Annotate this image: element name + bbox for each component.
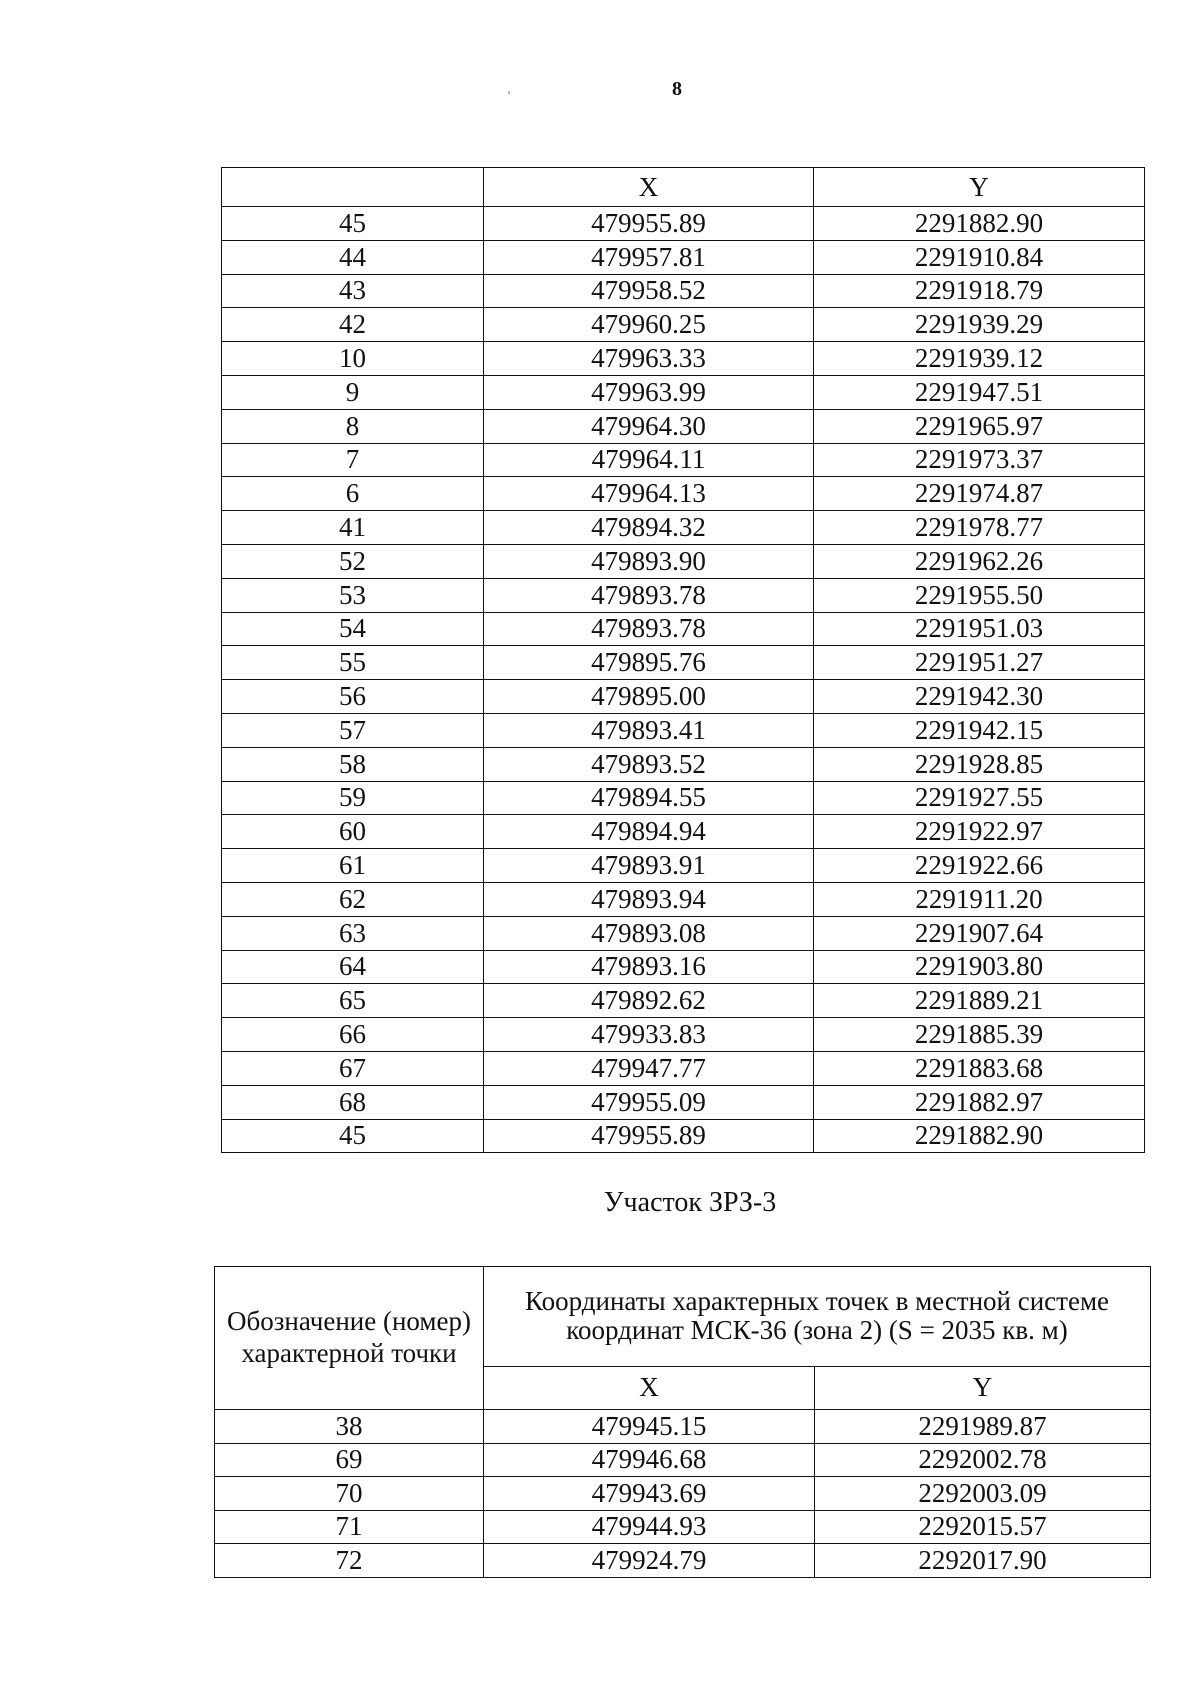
cell-x: 479893.78 <box>484 612 814 646</box>
cell-x: 479893.41 <box>484 713 814 747</box>
cell-x: 479955.09 <box>484 1085 814 1119</box>
column-header-point <box>222 168 484 207</box>
scan-speck: ' <box>508 88 511 102</box>
table-row <box>222 646 1145 680</box>
cell-y: 2291882.90 <box>814 1119 1145 1153</box>
cell-y: 2291885.39 <box>814 1018 1145 1052</box>
section-title: Участок ЗРЗ-3 <box>603 1187 777 1218</box>
table-row <box>215 1510 1151 1544</box>
cell-x: 479893.08 <box>484 916 814 950</box>
cell-y: 2291939.12 <box>814 342 1145 376</box>
cell-y: 2291942.30 <box>814 680 1145 714</box>
column-header-y: Y <box>814 168 1145 207</box>
cell-x: 479955.89 <box>484 207 814 241</box>
cell-y: 2291927.55 <box>814 781 1145 815</box>
cell-x: 479945.15 <box>484 1410 815 1444</box>
cell-y: 2291942.15 <box>814 713 1145 747</box>
table-row <box>215 1544 1151 1578</box>
cell-y: 2291889.21 <box>814 984 1145 1018</box>
cell-x: 479892.62 <box>484 984 814 1018</box>
cell-point: 68 <box>222 1085 484 1119</box>
cell-x: 479944.93 <box>484 1510 815 1544</box>
table-row <box>222 1018 1145 1052</box>
cell-y: 2291947.51 <box>814 375 1145 409</box>
column-header-y: Y <box>815 1366 1151 1409</box>
cell-y: 2291978.77 <box>814 511 1145 545</box>
cell-point: 59 <box>222 781 484 815</box>
table-row <box>222 815 1145 849</box>
cell-x: 479893.78 <box>484 578 814 612</box>
table-row <box>215 1410 1151 1444</box>
table-row <box>222 308 1145 342</box>
cell-y: 2292015.57 <box>815 1510 1151 1544</box>
cell-x: 479946.68 <box>484 1443 815 1477</box>
cell-y: 2291939.29 <box>814 308 1145 342</box>
cell-y: 2291973.37 <box>814 443 1145 477</box>
cell-point: 71 <box>215 1510 484 1544</box>
page-number: 8 <box>672 78 682 100</box>
cell-y: 2291989.87 <box>815 1410 1151 1444</box>
coordinates-table-continued <box>221 167 1145 1153</box>
cell-x: 479895.00 <box>484 680 814 714</box>
cell-point: 61 <box>222 849 484 883</box>
cell-x: 479894.94 <box>484 815 814 849</box>
table-row <box>222 1119 1145 1153</box>
cell-point: 6 <box>222 477 484 511</box>
table-header-row <box>215 1267 1151 1367</box>
cell-point: 56 <box>222 680 484 714</box>
cell-point: 55 <box>222 646 484 680</box>
table-row <box>222 511 1145 545</box>
cell-y: 2291951.27 <box>814 646 1145 680</box>
cell-point: 62 <box>222 882 484 916</box>
cell-point: 67 <box>222 1051 484 1085</box>
cell-point: 9 <box>222 375 484 409</box>
cell-point: 60 <box>222 815 484 849</box>
column-header-x: X <box>484 168 814 207</box>
table-row <box>222 1085 1145 1119</box>
table-row <box>222 849 1145 883</box>
cell-point: 45 <box>222 207 484 241</box>
table-row <box>222 1051 1145 1085</box>
cell-y: 2291903.80 <box>814 950 1145 984</box>
cell-point: 52 <box>222 544 484 578</box>
cell-y: 2291883.68 <box>814 1051 1145 1085</box>
cell-y: 2291922.66 <box>814 849 1145 883</box>
cell-x: 479894.55 <box>484 781 814 815</box>
cell-point: 7 <box>222 443 484 477</box>
cell-x: 479957.81 <box>484 240 814 274</box>
cell-point: 38 <box>215 1410 484 1444</box>
cell-point: 57 <box>222 713 484 747</box>
cell-x: 479963.33 <box>484 342 814 376</box>
cell-point: 72 <box>215 1544 484 1578</box>
table-row <box>222 713 1145 747</box>
table-row <box>222 409 1145 443</box>
cell-y: 2291965.97 <box>814 409 1145 443</box>
table-row <box>222 274 1145 308</box>
table-row <box>222 747 1145 781</box>
cell-x: 479964.11 <box>484 443 814 477</box>
cell-x: 479958.52 <box>484 274 814 308</box>
cell-point: 44 <box>222 240 484 274</box>
table-body <box>222 207 1145 1153</box>
table-row <box>222 781 1145 815</box>
cell-x: 479933.83 <box>484 1018 814 1052</box>
cell-x: 479964.30 <box>484 409 814 443</box>
table-row <box>222 477 1145 511</box>
table-row <box>222 544 1145 578</box>
cell-x: 479964.13 <box>484 477 814 511</box>
cell-y: 2292017.90 <box>815 1544 1151 1578</box>
cell-y: 2291951.03 <box>814 612 1145 646</box>
cell-point: 58 <box>222 747 484 781</box>
cell-y: 2292002.78 <box>815 1443 1151 1477</box>
table-row <box>222 984 1145 1018</box>
table-body <box>215 1410 1151 1578</box>
table-row <box>222 578 1145 612</box>
cell-y: 2291910.84 <box>814 240 1145 274</box>
cell-point: 54 <box>222 612 484 646</box>
cell-y: 2291907.64 <box>814 916 1145 950</box>
cell-x: 479895.76 <box>484 646 814 680</box>
cell-x: 479924.79 <box>484 1544 815 1578</box>
table-header-row <box>222 168 1145 207</box>
cell-point: 45 <box>222 1119 484 1153</box>
table-row <box>222 882 1145 916</box>
cell-x: 479947.77 <box>484 1051 814 1085</box>
table-row <box>222 240 1145 274</box>
table-row <box>222 612 1145 646</box>
cell-point: 64 <box>222 950 484 984</box>
column-header-x: X <box>484 1366 815 1409</box>
cell-x: 479963.99 <box>484 375 814 409</box>
cell-y: 2291882.97 <box>814 1085 1145 1119</box>
cell-x: 479894.32 <box>484 511 814 545</box>
cell-point: 69 <box>215 1443 484 1477</box>
cell-x: 479893.91 <box>484 849 814 883</box>
cell-y: 2292003.09 <box>815 1477 1151 1511</box>
cell-x: 479893.52 <box>484 747 814 781</box>
table-row <box>222 375 1145 409</box>
table-row <box>222 443 1145 477</box>
table-row <box>222 950 1145 984</box>
table-row <box>222 916 1145 950</box>
cell-y: 2291928.85 <box>814 747 1145 781</box>
cell-x: 479943.69 <box>484 1477 815 1511</box>
cell-point: 66 <box>222 1018 484 1052</box>
cell-x: 479960.25 <box>484 308 814 342</box>
cell-y: 2291882.90 <box>814 207 1145 241</box>
table-row <box>222 680 1145 714</box>
table-row <box>222 342 1145 376</box>
table-row <box>215 1443 1151 1477</box>
cell-point: 8 <box>222 409 484 443</box>
cell-y: 2291955.50 <box>814 578 1145 612</box>
table-row <box>222 207 1145 241</box>
cell-x: 479893.94 <box>484 882 814 916</box>
point-designation-header: Обозначение (номер) характерной точки <box>215 1267 484 1410</box>
cell-y: 2291911.20 <box>814 882 1145 916</box>
cell-y: 2291922.97 <box>814 815 1145 849</box>
cell-x: 479893.90 <box>484 544 814 578</box>
coordinates-table-zrz3 <box>214 1266 1151 1578</box>
cell-y: 2291918.79 <box>814 274 1145 308</box>
cell-point: 43 <box>222 274 484 308</box>
table-row <box>215 1477 1151 1511</box>
cell-point: 42 <box>222 308 484 342</box>
cell-point: 10 <box>222 342 484 376</box>
coordinates-group-header: Координаты характерных точек в местной системе координат МСК-36 (зона 2) (S = 2035 кв. м) <box>484 1267 1151 1367</box>
cell-x: 479955.89 <box>484 1119 814 1153</box>
cell-y: 2291974.87 <box>814 477 1145 511</box>
cell-y: 2291962.26 <box>814 544 1145 578</box>
cell-point: 53 <box>222 578 484 612</box>
cell-x: 479893.16 <box>484 950 814 984</box>
cell-point: 70 <box>215 1477 484 1511</box>
cell-point: 41 <box>222 511 484 545</box>
cell-point: 63 <box>222 916 484 950</box>
cell-point: 65 <box>222 984 484 1018</box>
